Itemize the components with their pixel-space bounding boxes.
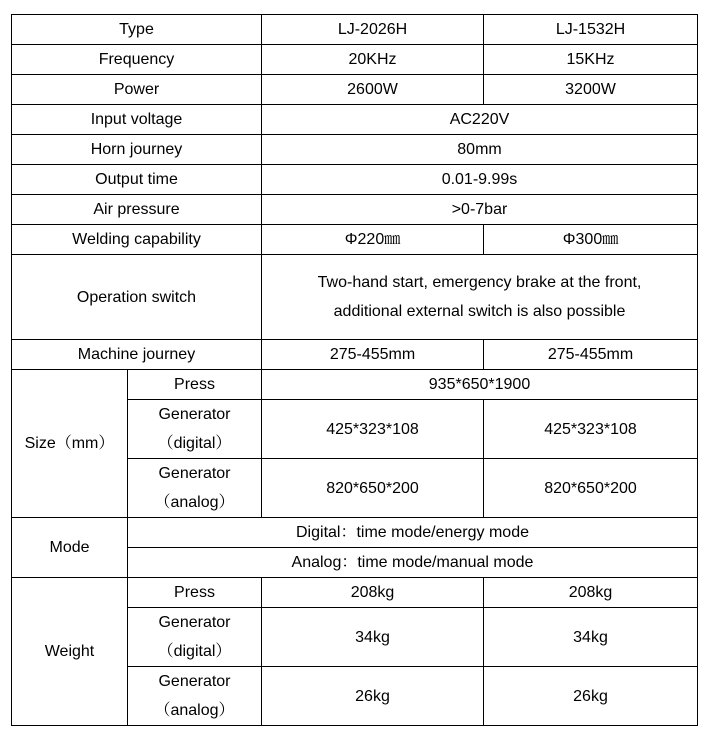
size-generator-analog-label (128, 459, 262, 518)
output-time-value: 0.01-9.99s (262, 165, 698, 195)
spec-table (11, 14, 698, 726)
weight-generator-analog-a: 26kg (262, 667, 484, 726)
size-generator-analog-label-line1: Generator (158, 465, 231, 482)
operation-switch-value (262, 255, 698, 340)
weight-label: Weight (12, 578, 128, 726)
output-time-label: Output time (12, 165, 262, 195)
size-press-value: 935*650*1900 (262, 370, 698, 400)
size-generator-digital-b: 425*323*108 (484, 400, 698, 459)
power-label: Power (12, 75, 262, 105)
weight-press-a: 208kg (262, 578, 484, 608)
horn-journey-value: 80mm (262, 135, 698, 165)
size-generator-digital-a: 425*323*108 (262, 400, 484, 459)
weight-generator-digital-b: 34kg (484, 608, 698, 667)
air-pressure-value: >0-7bar (262, 195, 698, 225)
weight-generator-digital-label (128, 608, 262, 667)
size-generator-digital-label (128, 400, 262, 459)
table-row-output-time (12, 165, 698, 195)
weight-generator-analog-label-line1: Generator (158, 673, 231, 690)
table-row-air-pressure (12, 195, 698, 225)
weight-press-label: Press (128, 578, 262, 608)
table-row-input-voltage (12, 105, 698, 135)
weight-generator-digital-label-line2: （digital） (157, 643, 232, 660)
table-row-size-press (12, 370, 698, 400)
size-generator-analog-label-line2: （analog） (154, 494, 235, 511)
machine-journey-label: Machine journey (12, 340, 262, 370)
size-generator-analog-b: 820*650*200 (484, 459, 698, 518)
type-model-b: LJ-1532H (484, 15, 698, 45)
table-row-mode-digital (12, 518, 698, 548)
weight-generator-digital-a: 34kg (262, 608, 484, 667)
frequency-label: Frequency (12, 45, 262, 75)
table-row-power (12, 75, 698, 105)
size-press-label: Press (128, 370, 262, 400)
type-label: Type (12, 15, 262, 45)
air-pressure-label: Air pressure (12, 195, 262, 225)
table-row-machine-journey (12, 340, 698, 370)
power-a: 2600W (262, 75, 484, 105)
size-generator-analog-a: 820*650*200 (262, 459, 484, 518)
table-row-horn-journey (12, 135, 698, 165)
machine-journey-b: 275-455mm (484, 340, 698, 370)
weight-generator-analog-label (128, 667, 262, 726)
table-row-type (12, 15, 698, 45)
type-model-a: LJ-2026H (262, 15, 484, 45)
table-row-operation-switch (12, 255, 698, 340)
size-generator-digital-label-line2: （digital） (157, 435, 232, 452)
machine-journey-a: 275-455mm (262, 340, 484, 370)
welding-capability-label: Welding capability (12, 225, 262, 255)
operation-switch-line2: additional external switch is also possible (333, 303, 626, 320)
weight-generator-digital-label-line1: Generator (158, 614, 231, 631)
mode-digital-value: Digital：time mode/energy mode (128, 518, 698, 548)
size-generator-digital-label-line1: Generator (158, 406, 231, 423)
mode-analog-value: Analog：time mode/manual mode (128, 548, 698, 578)
table-row-frequency (12, 45, 698, 75)
welding-capability-a: Φ220㎜ (262, 225, 484, 255)
weight-generator-analog-label-line2: （analog） (154, 702, 235, 719)
input-voltage-value: AC220V (262, 105, 698, 135)
table-row-welding-capability (12, 225, 698, 255)
horn-journey-label: Horn journey (12, 135, 262, 165)
welding-capability-b: Φ300㎜ (484, 225, 698, 255)
power-b: 3200W (484, 75, 698, 105)
weight-generator-analog-b: 26kg (484, 667, 698, 726)
frequency-a: 20KHz (262, 45, 484, 75)
weight-press-b: 208kg (484, 578, 698, 608)
operation-switch-line1: Two-hand start, emergency brake at the front, (317, 274, 642, 291)
input-voltage-label: Input voltage (12, 105, 262, 135)
size-label: Size（mm） (12, 370, 128, 518)
table-row-weight-press (12, 578, 698, 608)
frequency-b: 15KHz (484, 45, 698, 75)
mode-label: Mode (12, 518, 128, 578)
operation-switch-label: Operation switch (12, 255, 262, 340)
